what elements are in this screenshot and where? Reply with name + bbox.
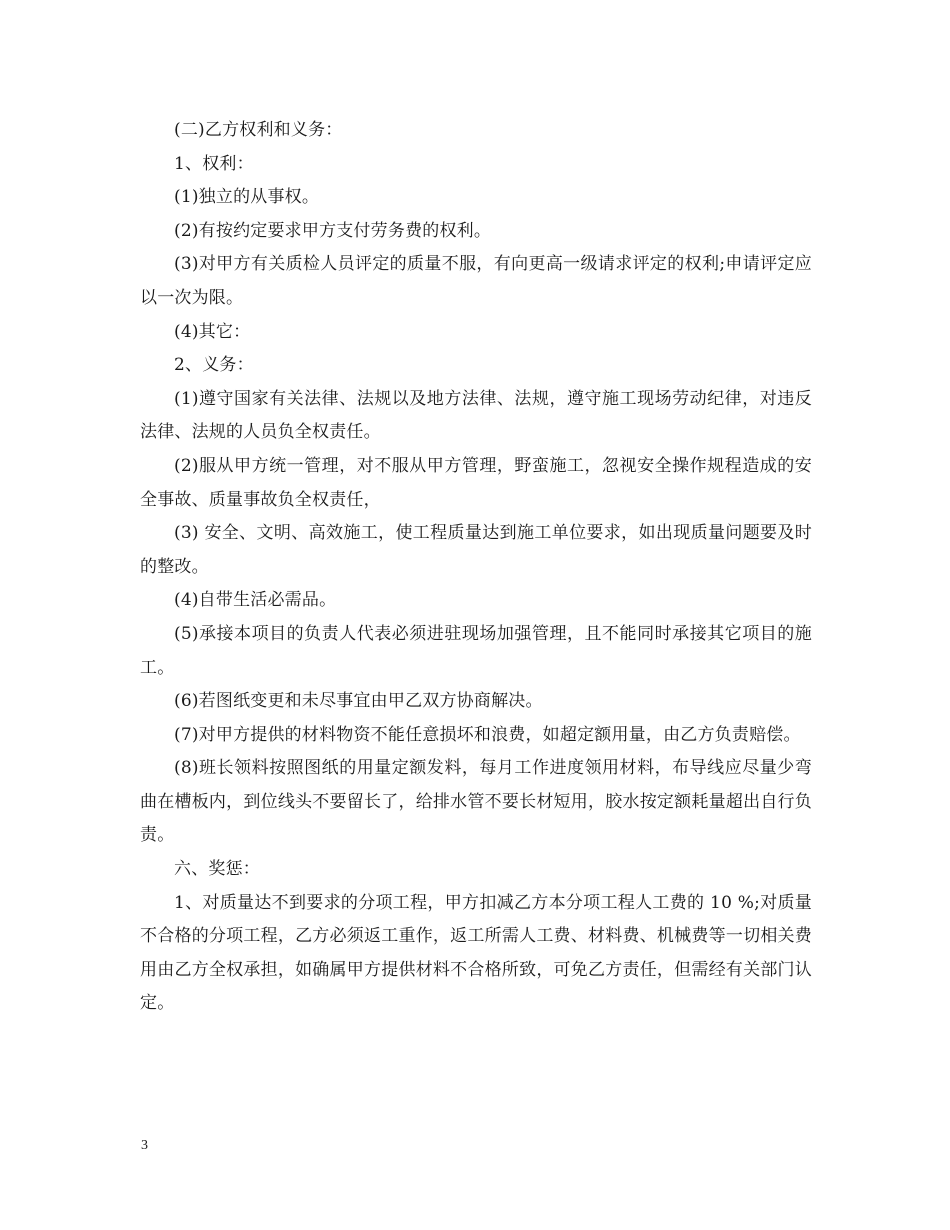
obligations-item-2: (2)服从甲方统一管理，对不服从甲方管理，野蛮施工，忽视安全操作规程造成的安全事故、质量事故负全权责任， <box>140 455 812 510</box>
obligations-item-8: (8)班长领料按照图纸的用量定额发料，每月工作进度领用材料，布导线应尽量少弯曲在槽板内，到位线头不要留长了，给排水管不要长材短用，胶水按定额耗量超出自行负责。 <box>140 758 812 846</box>
rights-item-3: (3)对甲方有关质检人员评定的质量不服，有向更高一级请求评定的权利;申请评定应以一次为限。 <box>140 254 812 308</box>
subheading-obligations: 2、义务： <box>174 355 254 376</box>
obligations-item-4: (4)自带生活必需品。 <box>174 590 337 611</box>
obligations-item-7: (7)对甲方提供的材料物资不能任意损坏和浪费，如超定额用量，由乙方负责赔偿。 <box>174 724 801 745</box>
subheading-rights: 1、权利： <box>174 153 254 174</box>
obligations-item-5: (5)承接本项目的负责人代表必须进驻现场加强管理，且不能同时承接其它项目的施工。 <box>140 623 812 678</box>
section-heading-rewards-penalties: 六、奖惩： <box>174 859 260 880</box>
obligations-item-6: (6)若图纸变更和未尽事宜由甲乙双方协商解决。 <box>174 691 543 712</box>
section-heading-party-b-rights: (二)乙方权利和义务： <box>174 120 343 140</box>
rewards-penalties-item-1: 1、对质量达不到要求的分项工程，甲方扣减乙方本分项工程人工费的 10 %;对质量不合格的分项工程，乙方必须返工重作，返工所需人工费、材料费、机械费等一切相关费用由乙方全权承担，如确属甲方提供材料不合格所致，可免乙方责任，但需经有关部门认定。 <box>140 892 812 1014</box>
rights-item-2: (2)有按约定要求甲方支付劳务费的权利。 <box>174 220 492 241</box>
obligations-item-3: (3) 安全、文明、高效施工，使工程质量达到施工单位要求，如出现质量问题要及时的整改。 <box>140 523 812 577</box>
document-body <box>140 114 812 1021</box>
rights-item-4: (4)其它： <box>174 321 251 342</box>
obligations-item-1: (1)遵守国家有关法律、法规以及地方法律、法规，遵守施工现场劳动纪律，对违反法律、法规的人员负全权责任。 <box>140 388 812 443</box>
rights-item-1: (1)独立的从事权。 <box>174 187 320 208</box>
page-number: 3 <box>141 1138 148 1153</box>
